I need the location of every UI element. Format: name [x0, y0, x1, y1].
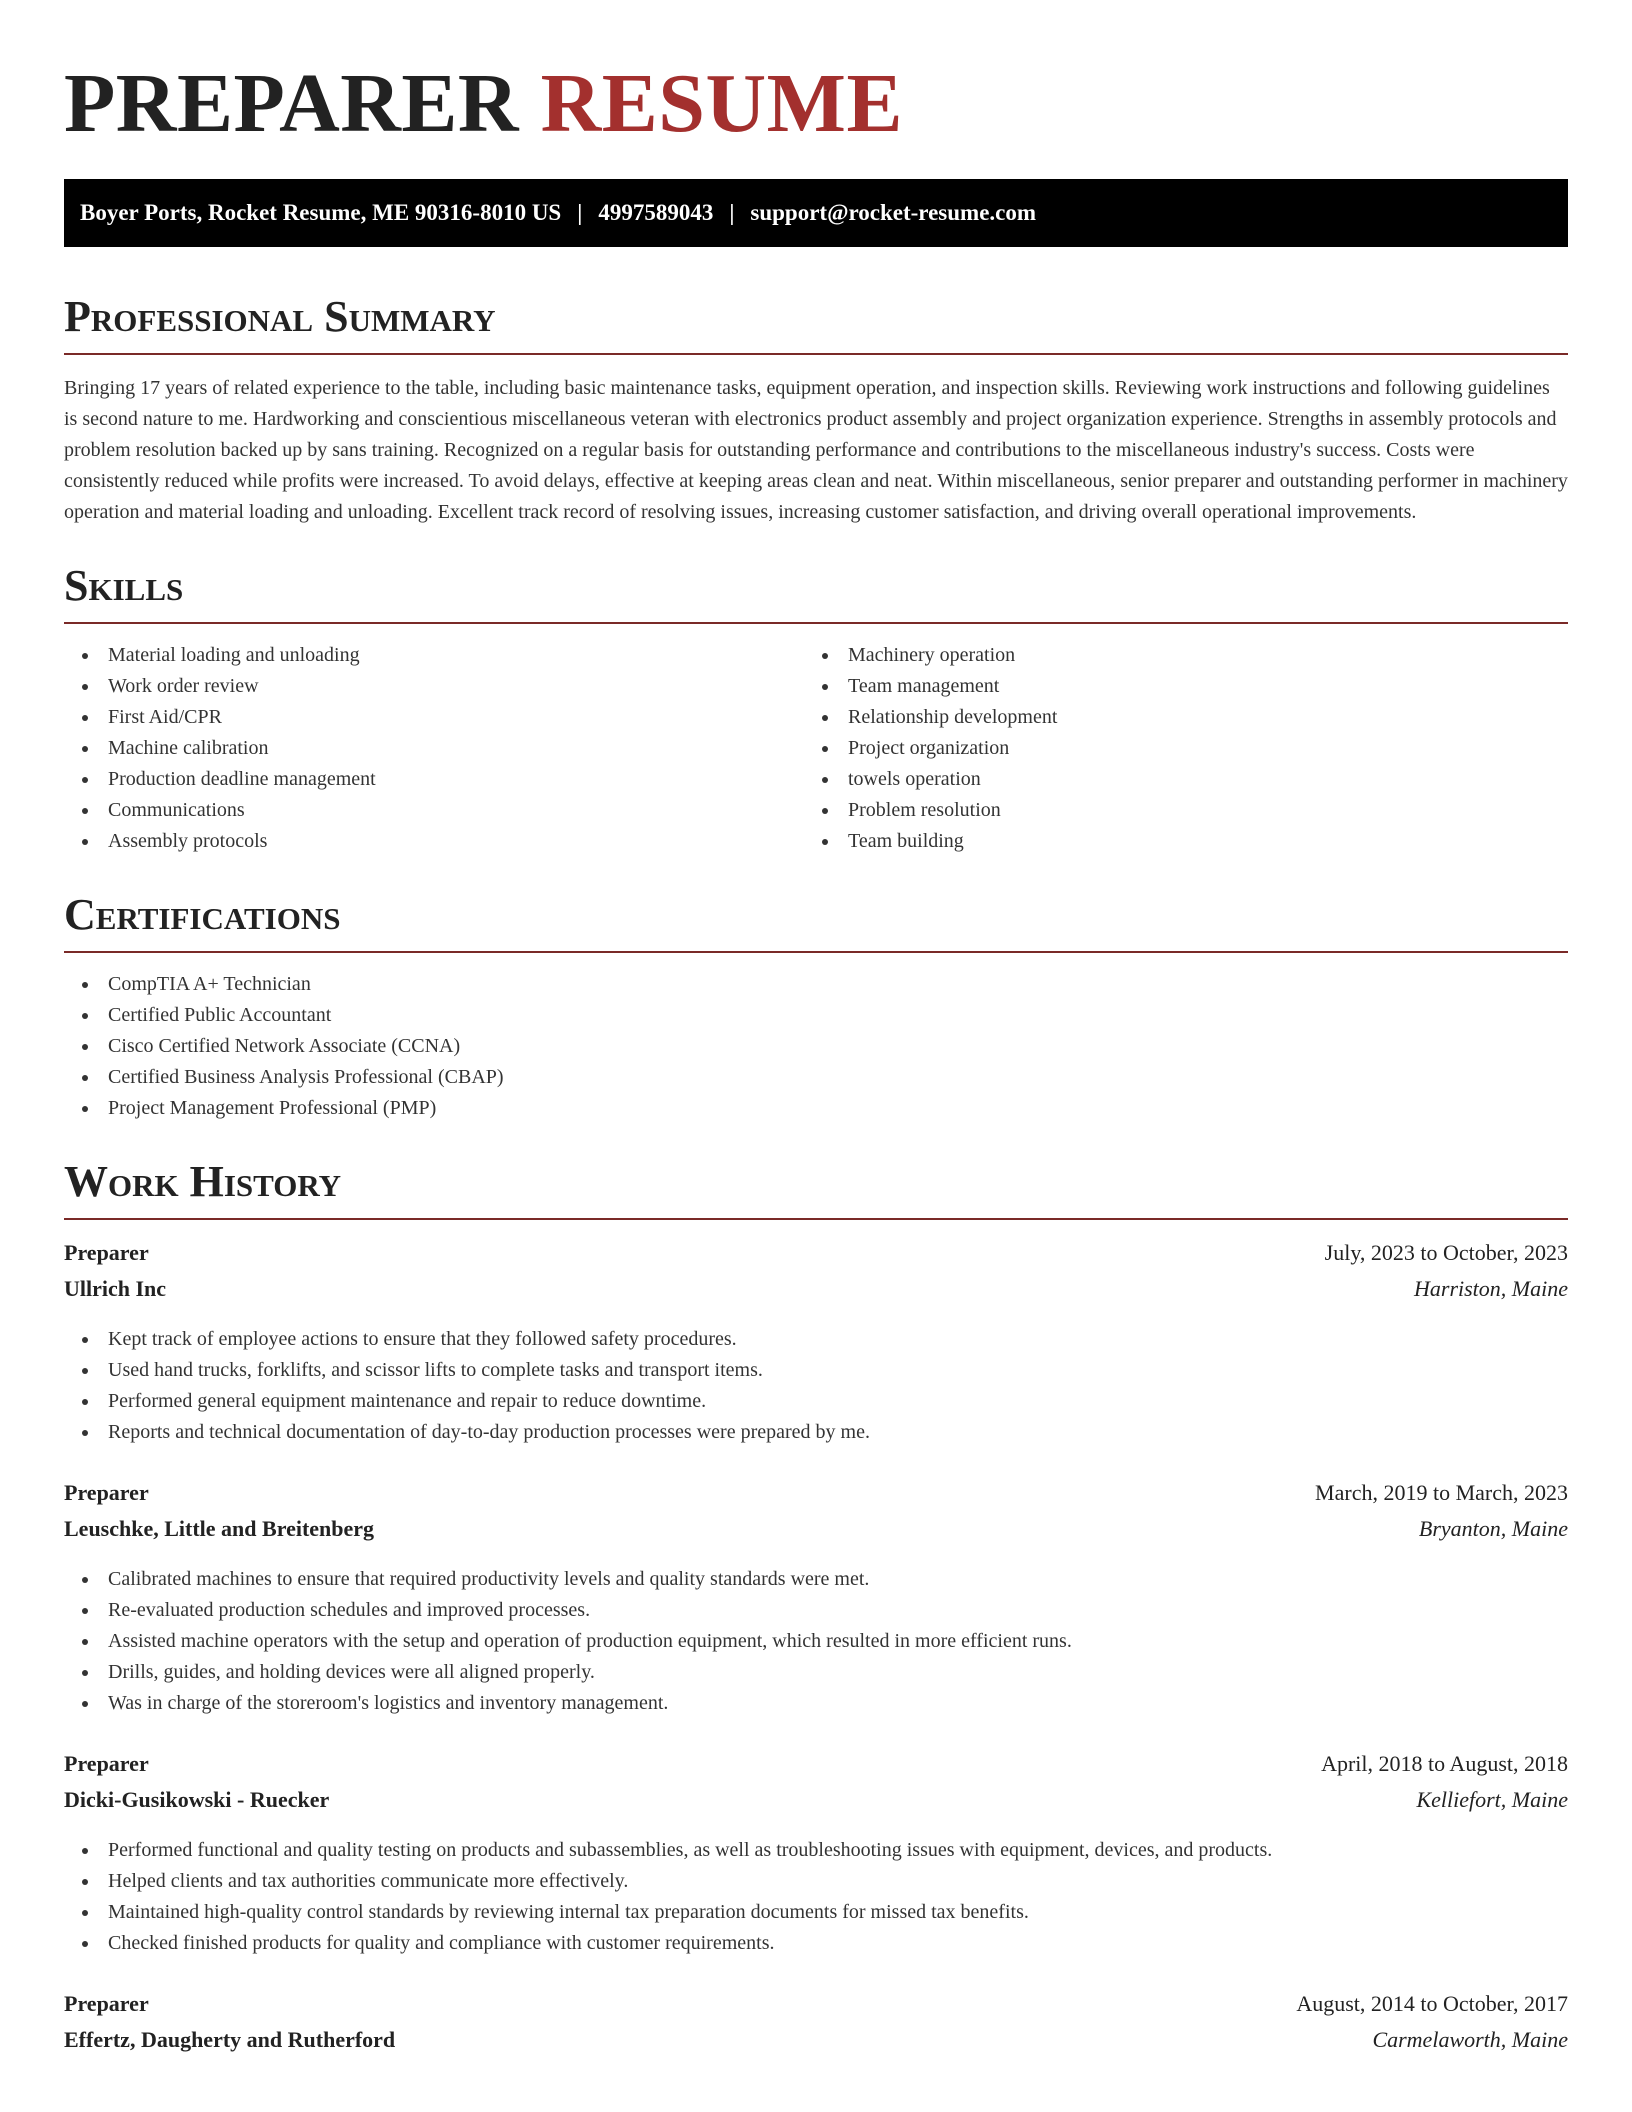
certifications-list — [64, 969, 1568, 1124]
list-item: towels operation — [804, 764, 1544, 795]
summary-section — [64, 291, 1568, 528]
job-company-row — [64, 2027, 1568, 2063]
job-title: Preparer — [64, 1239, 149, 1265]
job-company: Effertz, Daugherty and Rutherford — [64, 2026, 396, 2052]
contact-separator: | — [577, 199, 583, 225]
job-company: Ullrich Inc — [64, 1275, 167, 1301]
list-item: Production deadline management — [64, 764, 804, 795]
list-item: Communications — [64, 795, 804, 826]
job-company: Dicki-Gusikowski - Ruecker — [64, 1786, 330, 1812]
resume-name — [64, 54, 1568, 155]
skills-columns — [64, 640, 1568, 857]
job-dates: April, 2018 to August, 2018 — [1321, 1750, 1568, 1776]
certifications-section — [64, 889, 1568, 1124]
job-bullet: Performed functional and quality testing on products and subassemblies, as well as troubleshooting issues with equipment, devices, and products. — [64, 1835, 1568, 1866]
job-dates: July, 2023 to October, 2023 — [1324, 1239, 1568, 1265]
contact-separator: | — [729, 199, 735, 225]
job-bullet: Helped clients and tax authorities communicate more effectively. — [64, 1866, 1568, 1897]
list-item: Team building — [804, 826, 1544, 857]
job-title: Preparer — [64, 1750, 149, 1776]
work-history-section — [64, 1156, 1568, 2063]
list-item: Certified Public Accountant — [64, 1000, 1568, 1031]
summary-text: Bringing 17 years of related experience to the table, including basic maintenance tasks, equipment operation, and inspection skills. Reviewing work instructions and following guidelines is second nature to me. Hardworking and conscientious miscellaneous veteran with electronics product assembly and project organization experience. Strengths in assembly protocols and problem resolution backed up by sans training. Recognized on a regular basis for outstanding performance and contributions to the miscellaneous industry's success. Costs were consistently reduced while profits were increased. To avoid delays, effective at keeping areas clean and neat. Within miscellaneous, senior preparer and outstanding performer in machinery operation and material loading and unloading. Excellent track record of resolving issues, increasing customer satisfaction, and driving overall operational improvements. — [64, 376, 1568, 523]
job-company: Leuschke, Little and Breitenberg — [64, 1515, 375, 1541]
list-item: Material loading and unloading — [64, 640, 804, 671]
contact-phone: 4997589043 — [598, 199, 714, 225]
job-header-row — [64, 1480, 1568, 1516]
job-bullet: Checked finished products for quality and compliance with customer requirements. — [64, 1928, 1568, 1959]
job-title: Preparer — [64, 1990, 149, 2016]
name-second: RESUME — [540, 57, 903, 150]
list-item: Work order review — [64, 671, 804, 702]
job-bullet: Used hand trucks, forklifts, and scissor lifts to complete tasks and transport items. — [64, 1355, 1568, 1386]
job-entry — [64, 1240, 1568, 1448]
name-first: PREPARER — [64, 57, 520, 150]
job-bullets — [64, 1835, 1568, 1959]
section-title-summary: Professional Summary — [64, 295, 1568, 355]
section-title-work-history: Work History — [64, 1160, 1568, 1220]
list-item: Cisco Certified Network Associate (CCNA) — [64, 1031, 1568, 1062]
skills-list-right — [804, 640, 1544, 857]
job-location: Kelliefort, Maine — [1416, 1786, 1568, 1812]
job-header-row — [64, 1751, 1568, 1787]
job-bullet: Performed general equipment maintenance and repair to reduce downtime. — [64, 1386, 1568, 1417]
job-title: Preparer — [64, 1479, 149, 1505]
job-location: Harriston, Maine — [1414, 1275, 1568, 1301]
job-location: Bryanton, Maine — [1418, 1515, 1568, 1541]
job-dates: March, 2019 to March, 2023 — [1315, 1479, 1568, 1505]
job-bullet: Calibrated machines to ensure that required productivity levels and quality standards were met. — [64, 1564, 1568, 1595]
job-bullet: Reports and technical documentation of day-to-day production processes were prepared by me. — [64, 1417, 1568, 1448]
list-item: Machinery operation — [804, 640, 1544, 671]
job-dates: August, 2014 to October, 2017 — [1296, 1990, 1568, 2016]
contact-address: Boyer Ports, Rocket Resume, ME 90316-8010 US — [80, 199, 562, 225]
job-company-row — [64, 1276, 1568, 1312]
list-item: Team management — [804, 671, 1544, 702]
job-bullet: Drills, guides, and holding devices were all aligned properly. — [64, 1657, 1568, 1688]
job-bullet: Was in charge of the storeroom's logistics and inventory management. — [64, 1688, 1568, 1719]
job-bullet: Maintained high-quality control standards by reviewing internal tax preparation documents for missed tax benefits. — [64, 1897, 1568, 1928]
job-company-row — [64, 1787, 1568, 1823]
skills-section — [64, 560, 1568, 857]
job-entry — [64, 1480, 1568, 1719]
list-item: Project Management Professional (PMP) — [64, 1093, 1568, 1124]
list-item: Relationship development — [804, 702, 1544, 733]
contact-bar — [64, 179, 1568, 247]
resume-page — [64, 0, 1568, 2063]
list-item: CompTIA A+ Technician — [64, 969, 1568, 1000]
job-company-row — [64, 1516, 1568, 1552]
job-header-row — [64, 1240, 1568, 1276]
job-entry — [64, 1991, 1568, 2063]
list-item: First Aid/CPR — [64, 702, 804, 733]
section-title-skills: Skills — [64, 564, 1568, 624]
job-bullet: Kept track of employee actions to ensure that they followed safety procedures. — [64, 1324, 1568, 1355]
job-bullets — [64, 1564, 1568, 1719]
skills-list-left — [64, 640, 804, 857]
list-item: Certified Business Analysis Professional (CBAP) — [64, 1062, 1568, 1093]
job-bullet: Re-evaluated production schedules and improved processes. — [64, 1595, 1568, 1626]
job-header-row — [64, 1991, 1568, 2027]
job-bullet: Assisted machine operators with the setup and operation of production equipment, which resulted in more efficient runs. — [64, 1626, 1568, 1657]
job-entry — [64, 1751, 1568, 1959]
contact-email: support@rocket-resume.com — [750, 199, 1037, 225]
section-title-certifications: Certifications — [64, 893, 1568, 953]
list-item: Machine calibration — [64, 733, 804, 764]
list-item: Project organization — [804, 733, 1544, 764]
job-bullets — [64, 1324, 1568, 1448]
list-item: Assembly protocols — [64, 826, 804, 857]
list-item: Problem resolution — [804, 795, 1544, 826]
job-location: Carmelaworth, Maine — [1372, 2026, 1568, 2052]
jobs-list — [64, 1240, 1568, 2063]
